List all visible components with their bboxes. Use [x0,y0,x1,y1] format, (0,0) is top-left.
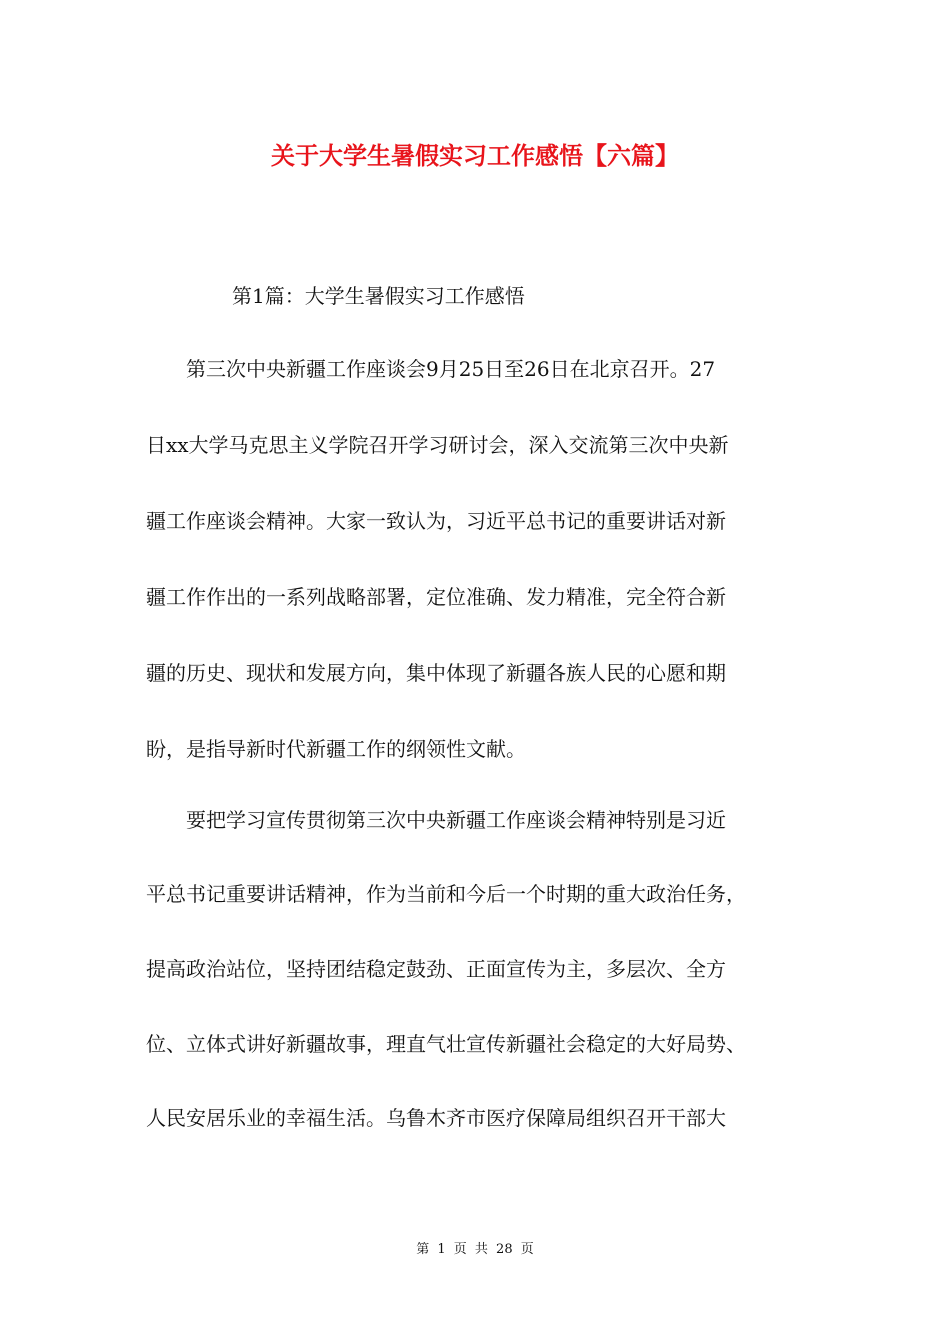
paragraph-line: 疆的历史、现状和发展方向，集中体现了新疆各族人民的心愿和期 [146,661,726,685]
paragraph-line: 疆工作作出的一系列战略部署，定位准确、发力精准，完全符合新 [146,585,726,609]
paragraph-line: 盼，是指导新时代新疆工作的纲领性文献。 [146,737,526,761]
paragraph-line: 位、立体式讲好新疆故事，理直气壮宣传新疆社会稳定的大好局势、 [146,1032,746,1056]
paragraph-line: 日xx大学马克思主义学院召开学习研讨会，深入交流第三次中央新 [146,433,729,457]
paragraph-line: 平总书记重要讲话精神，作为当前和今后一个时期的重大政治任务， [146,882,746,906]
paragraph-line: 人民安居乐业的幸福生活。乌鲁木齐市医疗保障局组织召开干部大 [146,1106,726,1130]
paragraph-line: 要把学习宣传贯彻第三次中央新疆工作座谈会精神特别是习近 [146,808,726,832]
page-footer: 第 1 页 共 28 页 [416,1242,534,1257]
document-title: 关于大学生暑假实习工作感悟【六篇】 [271,141,679,170]
section-heading: 第1篇：大学生暑假实习工作感悟 [232,284,525,308]
paragraph-line: 疆工作座谈会精神。大家一致认为，习近平总书记的重要讲话对新 [146,509,726,533]
paragraph-line: 第三次中央新疆工作座谈会9月25日至26日在北京召开。27 [146,357,716,381]
paragraph-line: 提高政治站位，坚持团结稳定鼓劲、正面宣传为主，多层次、全方 [146,957,726,981]
